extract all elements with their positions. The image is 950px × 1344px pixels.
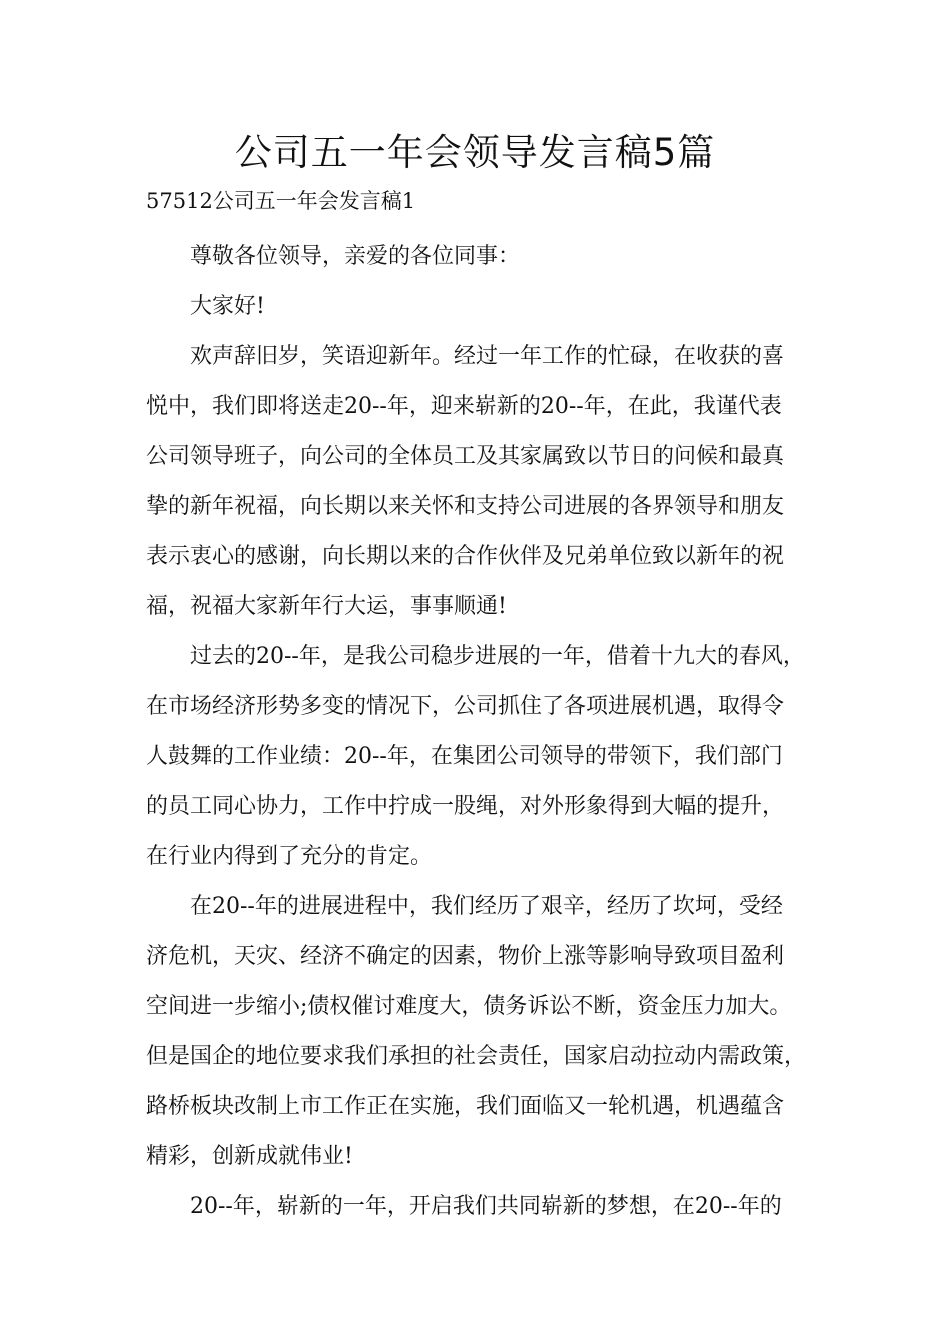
paragraph-line: 但是国企的地位要求我们承担的社会责任，国家启动拉动内需政策， <box>146 1044 807 1069</box>
paragraph-line: 在市场经济形势多变的情况下，公司抓住了各项进展机遇，取得令 <box>146 694 785 719</box>
paragraph-line: 尊敬各位领导，亲爱的各位同事： <box>190 244 521 269</box>
paragraph-line: 人鼓舞的工作业绩：20--年，在集团公司领导的带领下，我们部门 <box>146 744 783 769</box>
paragraph-line: 欢声辞旧岁，笑语迎新年。经过一年工作的忙碌，在收获的喜 <box>190 344 785 369</box>
paragraph <box>146 282 822 332</box>
paragraph-line: 过去的20--年，是我公司稳步进展的一年，借着十九大的春风， <box>190 644 805 669</box>
paragraph-line: 的员工同心协力，工作中拧成一股绳，对外形象得到大幅的提升， <box>146 794 785 819</box>
paragraph-line: 空间进一步缩小;债权催讨难度大，债务诉讼不断，资金压力加大。 <box>146 994 792 1019</box>
paragraph-line: 20--年，崭新的一年，开启我们共同崭新的梦想，在20--年的 <box>190 1194 782 1219</box>
paragraph-line: 在20--年的进展进程中，我们经历了艰辛，经历了坎坷，受经 <box>190 894 783 919</box>
document-subtitle: 57512公司五一年会发言稿1 <box>146 189 416 213</box>
paragraph-line: 在行业内得到了充分的肯定。 <box>146 844 433 869</box>
paragraph-line: 路桥板块改制上市工作正在实施，我们面临又一轮机遇，机遇蕴含 <box>146 1094 785 1119</box>
paragraph <box>146 332 822 632</box>
paragraph-line: 福，祝福大家新年行大运，事事顺通! <box>146 594 507 619</box>
paragraph-line: 挚的新年祝福，向长期以来关怀和支持公司进展的各界领导和朋友 <box>146 494 785 519</box>
document-title: 公司五一年会领导发言稿5篇 <box>234 131 716 174</box>
paragraph-line: 表示衷心的感谢，向长期以来的合作伙伴及兄弟单位致以新年的祝 <box>146 544 785 569</box>
paragraph-line: 精彩，创新成就伟业! <box>146 1144 353 1169</box>
paragraph <box>146 1182 822 1232</box>
paragraph-line: 公司领导班子，向公司的全体员工及其家属致以节日的问候和最真 <box>146 444 785 469</box>
paragraph-line: 悦中，我们即将送走20--年，迎来崭新的20--年，在此，我谨代表 <box>146 394 782 419</box>
paragraph <box>146 232 822 282</box>
paragraph <box>146 632 822 882</box>
paragraph-line: 大家好! <box>190 294 265 319</box>
document-body <box>146 232 822 1232</box>
paragraph <box>146 882 822 1182</box>
paragraph-line: 济危机，天灾、经济不确定的因素，物价上涨等影响导致项目盈利 <box>146 944 785 969</box>
